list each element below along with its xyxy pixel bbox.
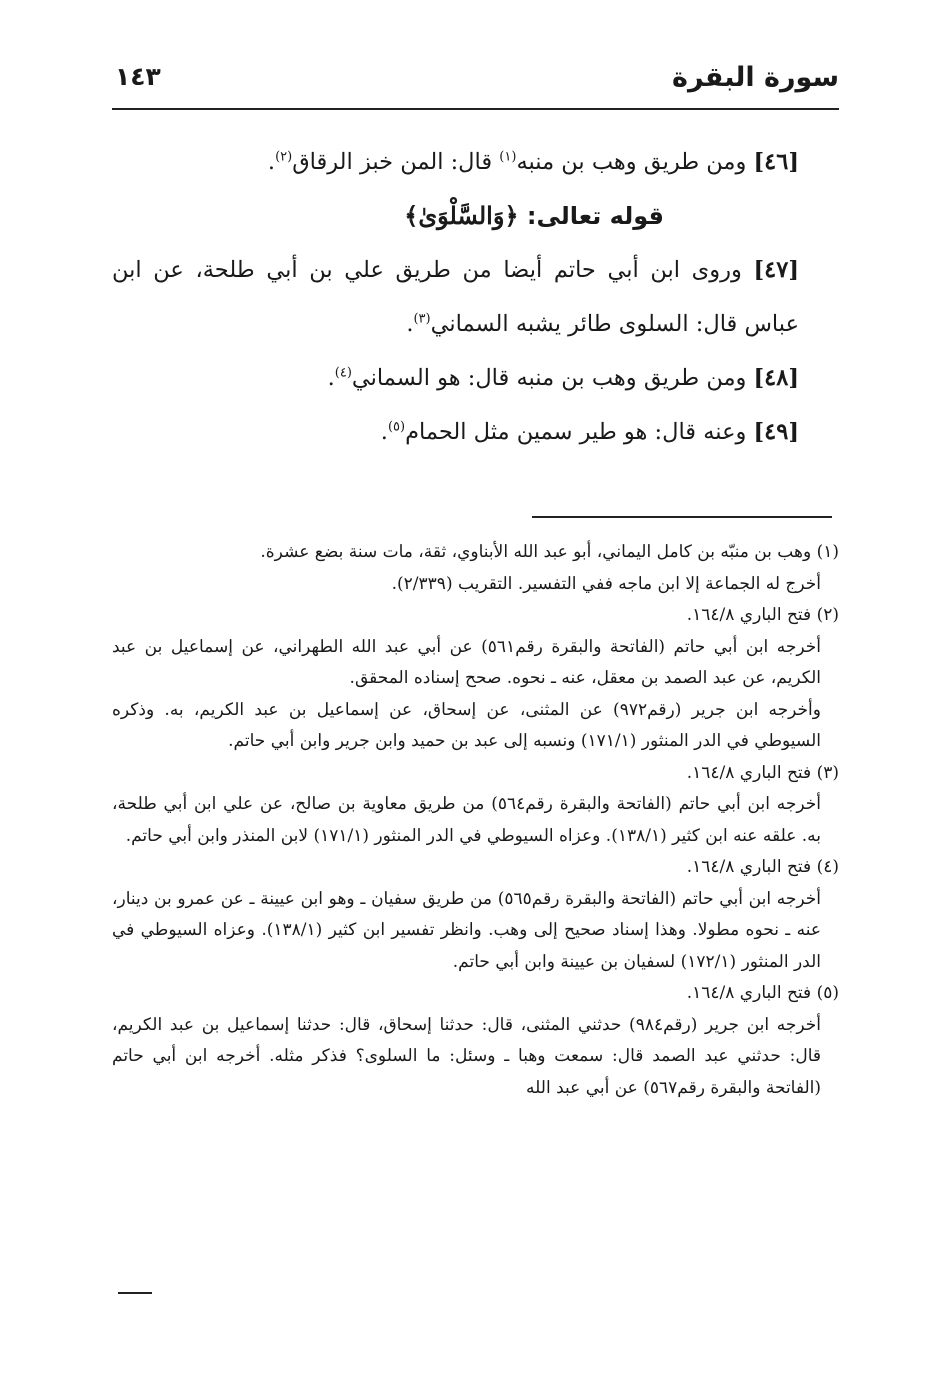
paragraph-end: .	[380, 419, 388, 445]
section-heading	[112, 189, 839, 243]
footnote-text: أخرجه ابن أبي حاتم (الفاتحة والبقرة رقم٥٦١) عن أبي عبد الله الطهراني، عن إسماعيل بن عبد الكريم، عن عبد الصمد بن معقل، عنه ـ نحوه. صحح إسناده المحقق.	[112, 636, 821, 688]
paragraph-text: وعنه قال: هو طير سمين مثل الحمام	[405, 419, 754, 445]
footnote-ref: (٣)	[413, 311, 431, 327]
paragraph-49	[112, 405, 839, 459]
paragraph-number: [٤٦]	[753, 149, 799, 175]
footnote-5: (٥) فتح الباري ١٦٤/٨.	[686, 983, 839, 1003]
footnote-2: (٢) فتح الباري ١٦٤/٨.	[686, 605, 839, 625]
paragraph-text: ومن طريق وهب بن منبه قال: هو السماني	[351, 365, 754, 391]
footnote-text: أخرجه ابن جرير (رقم٩٨٤) حدثني المثنى، قال: حدثنا إسحاق، قال: حدثنا إسماعيل بن عبد الكريم، قال: حدثني عبد الصمد قال: سمعت وهبا ـ وسئل: ما السلوى؟ فذكر مثله. أخرجه ابن أبي حاتم (الفاتحة والبقرة رقم٥٦٧) عن أبي عبد الله	[112, 1014, 821, 1098]
paragraph-47	[112, 243, 839, 351]
footnote-separator	[532, 516, 832, 518]
paragraph-text: وروى ابن أبي حاتم أيضا من طريق علي بن أبي طلحة، عن ابن عباس قال: السلوى طائر يشبه السماني	[112, 257, 799, 337]
page-header	[115, 62, 839, 102]
paragraph-text: قال: المن خبز الرقاق	[292, 149, 500, 175]
page-number: ١٤٣	[115, 62, 161, 91]
continuation-mark	[118, 1292, 152, 1294]
surah-title: سورة البقرة	[672, 62, 839, 93]
footnote-text: أخرجه ابن أبي حاتم (الفاتحة والبقرة رقم٥٦٤) من طريق معاوية بن صالح، عن علي ابن أبي طلحة، به. علقه عنه ابن كثير (١٣٨/١). وعزاه السيوطي في الدر المنثور (١٧١/١) لابن المنذر وابن أبي حاتم.	[112, 794, 821, 846]
paragraph-end: .	[267, 149, 276, 175]
paragraph-number: [٤٧]	[753, 257, 799, 283]
paragraph-number: [٤٨]	[753, 365, 799, 391]
footnote-ref: (٤)	[334, 365, 352, 381]
heading-label: قوله تعالى:	[518, 202, 664, 230]
paragraph-46	[112, 135, 839, 189]
paragraph-text: ومن طريق وهب بن منبه	[516, 149, 754, 175]
paragraph-end: .	[406, 311, 414, 337]
footnote-ref: (٥)	[387, 419, 406, 435]
paragraph-48	[112, 351, 839, 405]
footnote-3: (٣) فتح الباري ١٦٤/٨.	[686, 762, 839, 783]
footnote-1: (١) وهب بن منبّه بن كامل اليماني، أبو عبد الله الأبناوي، ثقة، مات سنة بضع عشرة.	[260, 542, 839, 562]
paragraph-number: [٤٩]	[753, 419, 799, 445]
main-text	[112, 135, 839, 459]
footnote-4: (٤) فتح الباري ١٦٤/٨.	[686, 857, 839, 877]
footnote-text: وأخرجه ابن جرير (رقم٩٧٢) عن المثنى، عن إسحاق، عن إسماعيل بن عبد الكريم، به. وذكره السيوطي في الدر المنثور (١٧١/١) ونسبه إلى عبد بن حميد وابن جرير وابن أبي حاتم.	[112, 699, 821, 751]
paragraph-end: .	[327, 365, 335, 391]
quran-verse: ﴿وَالسَّلْوَىٰ﴾	[404, 201, 519, 230]
footnote-text: أخرجه ابن أبي حاتم (الفاتحة والبقرة رقم٥٦٥) من طريق سفيان ـ وهو ابن عيينة ـ عن عمرو بن دينار، عنه ـ نحوه مطولا. وهذا إسناد صحيح إلى وهب. وانظر تفسير ابن كثير (١٣٨/١). وعزاه السيوطي في الدر المنثور (١٧٢/١) لسفيان بن عيينة وابن أبي حاتم.	[112, 888, 822, 972]
footnotes	[112, 537, 839, 1104]
footnote-ref: (٢)	[275, 149, 293, 165]
header-rule	[112, 108, 839, 110]
footnote-text: أخرج له الجماعة إلا ابن ماجه ففي التفسير. التقريب (٢/٣٣٩).	[391, 573, 821, 594]
footnote-ref: (١)	[499, 149, 517, 165]
